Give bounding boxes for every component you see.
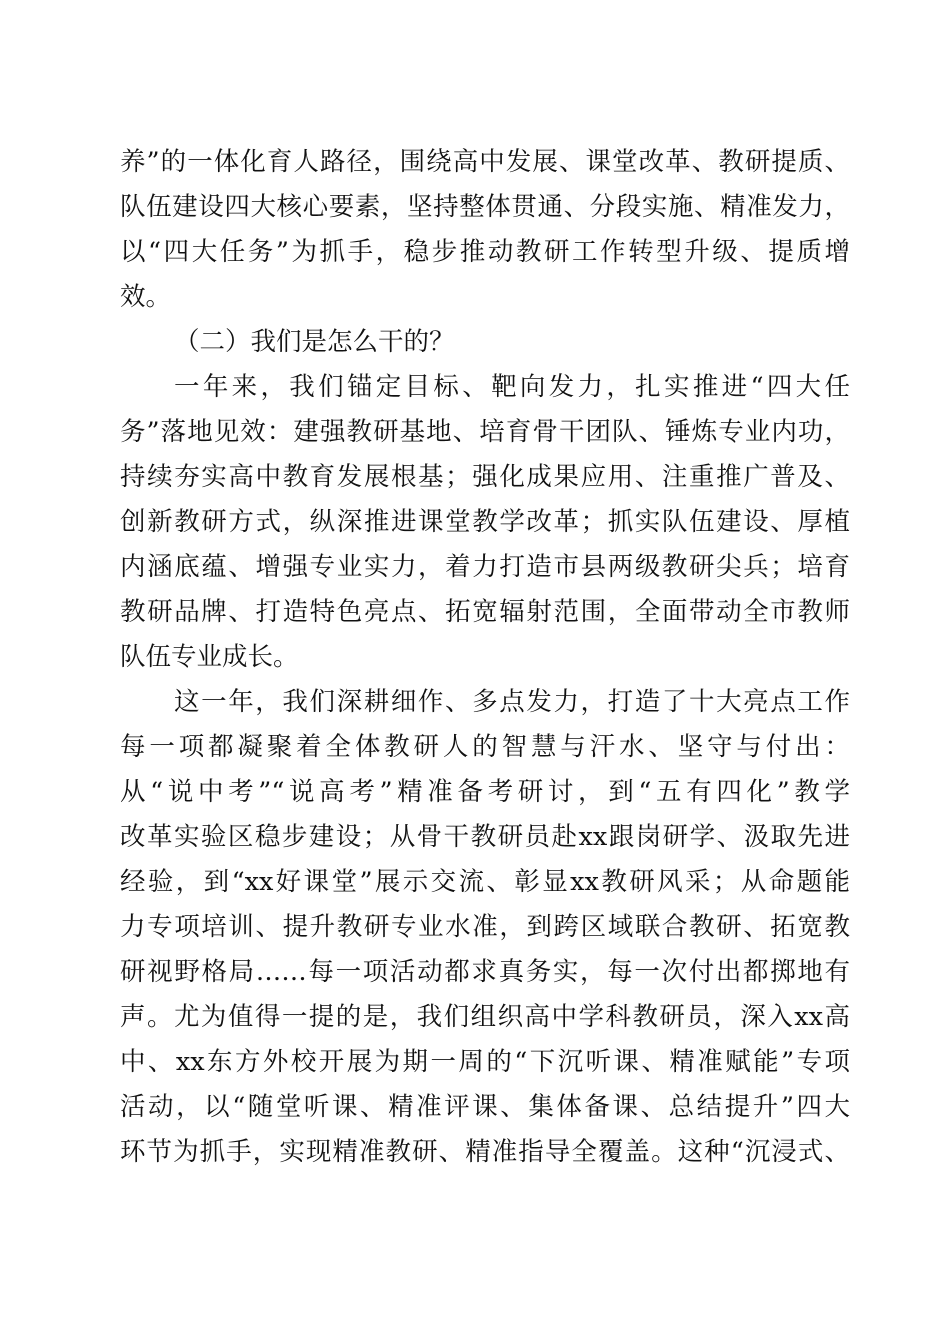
paragraph-3-line-5: 经验，到“xx好课堂”展示交流、彰显xx教研风采；从命题能 (120, 867, 850, 897)
paragraph-3-line-6: 力专项培训、提升教研专业水准，到跨区域联合教研、拓宽教 (120, 912, 850, 942)
paragraph-2-line-1: 一年来，我们锚定目标、靶向发力，扎实推进“四大任 (174, 372, 850, 402)
paragraph-3-line-4: 改革实验区稳步建设；从骨干教研员赴xx跟岗研学、汲取先进 (120, 822, 850, 852)
paragraph-3-line-3: 从“说中考”“说高考”精准备考研讨，到“五有四化”教学 (120, 777, 850, 807)
section-heading: （二）我们是怎么干的？ (174, 327, 455, 357)
paragraph-2-line-3: 持续夯实高中教育发展根基；强化成果应用、注重推广普及、 (120, 462, 850, 492)
paragraph-3-line-9: 中、xx东方外校开展为期一周的“下沉听课、精准赋能”专项 (120, 1047, 850, 1077)
paragraph-1-line-3: 以“四大任务”为抓手，稳步推动教研工作转型升级、提质增 (120, 237, 850, 267)
paragraph-3-line-11: 环节为抓手，实现精准教研、精准指导全覆盖。这种“沉浸式、 (120, 1137, 850, 1167)
paragraph-3-line-8: 声。尤为值得一提的是，我们组织高中学科教研员，深入xx高 (120, 1002, 850, 1032)
paragraph-2-line-2: 务”落地见效：建强教研基地、培育骨干团队、锤炼专业内功， (120, 417, 850, 447)
paragraph-3-line-2: 每一项都凝聚着全体教研人的智慧与汗水、坚守与付出： (120, 732, 850, 762)
paragraph-3-line-10: 活动，以“随堂听课、精准评课、集体备课、总结提升”四大 (120, 1092, 850, 1122)
paragraph-2-line-4: 创新教研方式，纵深推进课堂教学改革；抓实队伍建设、厚植 (120, 507, 850, 537)
paragraph-1-line-4: 效。 (120, 282, 172, 312)
paragraph-3-line-1: 这一年，我们深耕细作、多点发力，打造了十大亮点工作 (174, 687, 850, 717)
paragraph-2-line-6: 教研品牌、打造特色亮点、拓宽辐射范围，全面带动全市教师 (120, 597, 850, 627)
paragraph-1-line-1: 养”的一体化育人路径，围绕高中发展、课堂改革、教研提质、 (120, 147, 850, 177)
paragraph-2-line-5: 内涵底蕴、增强专业实力，着力打造市县两级教研尖兵；培育 (120, 552, 850, 582)
paragraph-1-line-2: 队伍建设四大核心要素，坚持整体贯通、分段实施、精准发力， (120, 192, 850, 222)
paragraph-3-line-7: 研视野格局……每一项活动都求真务实，每一次付出都掷地有 (120, 957, 850, 987)
paragraph-2-line-7: 队伍专业成长。 (120, 642, 299, 672)
